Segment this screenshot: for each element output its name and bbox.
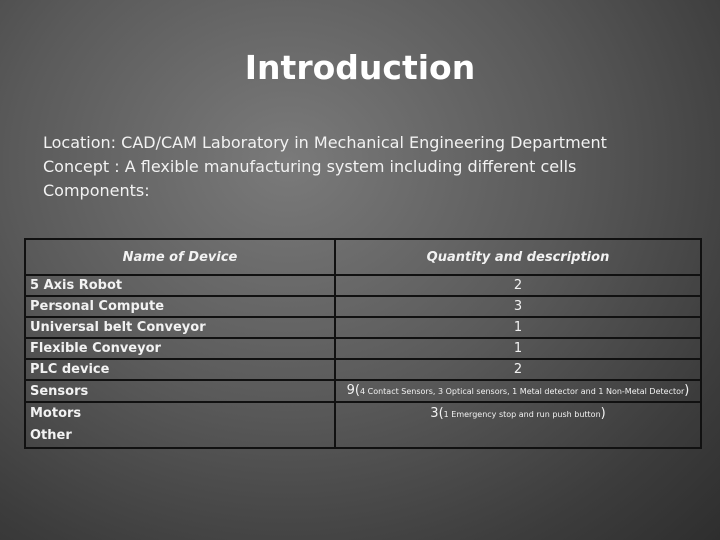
device-quantity: 1 <box>335 338 701 359</box>
quantity-description: 1 Emergency stop and run push button <box>443 410 601 419</box>
device-name: Universal belt Conveyor <box>25 317 335 338</box>
table-header-row <box>25 239 701 275</box>
device-name: Sensors <box>25 380 335 402</box>
components-table <box>24 238 702 449</box>
device-quantity: 3 <box>335 296 701 317</box>
device-quantity: 1 <box>335 317 701 338</box>
quantity-value: 9 <box>346 383 355 398</box>
location-line <box>43 131 693 155</box>
device-name: Flexible Conveyor <box>25 338 335 359</box>
table-row <box>25 338 701 359</box>
device-quantity: 9(4 Contact Sensors, 3 Optical sensors, 1 Metal detector and 1 Non-Metal Detector) <box>335 380 701 402</box>
table-row <box>25 380 701 402</box>
table-row <box>25 296 701 317</box>
device-quantity: 3(1 Emergency stop and run push button) <box>335 402 701 448</box>
components-line: Components: <box>43 181 150 200</box>
concept-line: Concept : A flexible manufacturing system including different cells <box>43 157 577 176</box>
slide-title: Introduction <box>244 48 476 87</box>
device-name: Other <box>30 428 72 443</box>
device-name: Motors <box>30 406 82 421</box>
device-quantity: 2 <box>335 275 701 296</box>
quantity-value: 3 <box>430 406 439 421</box>
header-name-of-device: Name of Device <box>25 239 335 275</box>
device-quantity: 2 <box>335 359 701 380</box>
quantity-description: 4 Contact Sensors, 3 Optical sensors, 1 Metal detector and 1 Non-Metal Detector <box>359 387 685 396</box>
table-row <box>25 359 701 380</box>
device-name: PLC device <box>25 359 335 380</box>
intro-text <box>43 131 693 203</box>
device-name: 5 Axis Robot <box>25 275 335 296</box>
location-label: Location <box>43 133 111 152</box>
table-row <box>25 317 701 338</box>
table-row <box>25 402 701 448</box>
device-name: Personal Compute <box>25 296 335 317</box>
table-row <box>25 275 701 296</box>
device-name-group <box>25 402 335 448</box>
header-quantity: Quantity and description <box>335 239 701 275</box>
location-text: : CAD/CAM Laboratory in Mechanical Engineering Department <box>110 133 607 152</box>
